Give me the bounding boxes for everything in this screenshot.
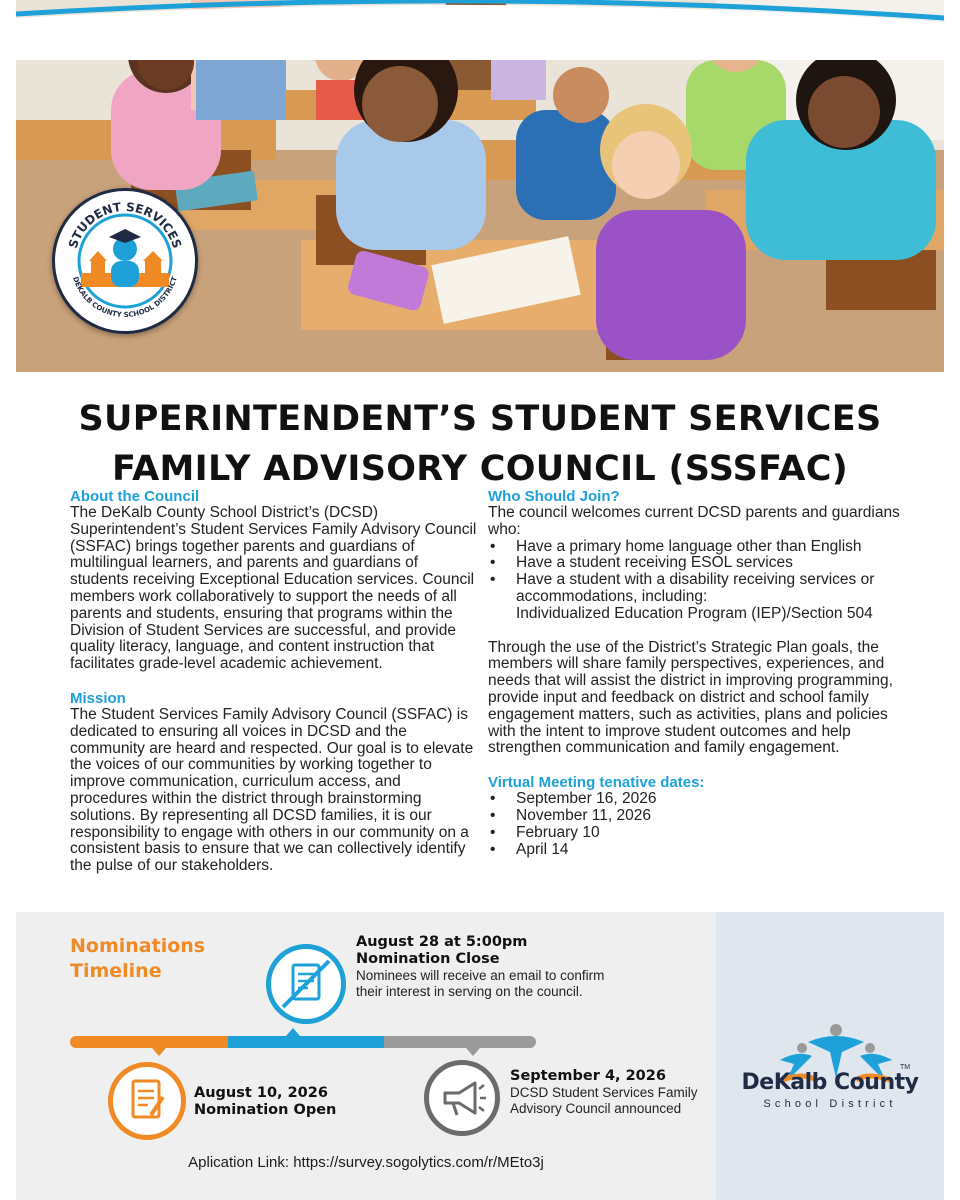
close-text: Nominees will receive an email to confirm their interest in serving on the council. [356, 968, 605, 999]
nomination-open-event [194, 1085, 414, 1119]
join-intro: The council welcomes current DCSD parents and guardians who: [488, 504, 900, 538]
photo-wave [16, 0, 944, 60]
nomination-open-icon [108, 1062, 186, 1140]
application-link-label: Aplication Link: [188, 1154, 290, 1171]
right-column [488, 488, 908, 858]
meeting-date: • February 10 [488, 825, 908, 842]
trademark-mark: TM [900, 1064, 911, 1071]
list-item: • Have a student with a disability receiving services or accommodations, including: [488, 572, 908, 606]
close-date: August 28 at 5:00pm [356, 934, 528, 950]
nominations-title-line-1: Nominations [70, 935, 206, 957]
badge-top-text: STUDENT SERVICES [65, 199, 185, 251]
title-line-1: SUPERINTENDENT’S STUDENT SERVICES [78, 399, 882, 439]
announce-text: DCSD Student Services Family Advisory Council announced [510, 1085, 698, 1116]
mission-body: The Student Services Family Advisory Council (SSFAC) is dedicated to ensuring all voices in DCSD and the community are heard and respected. Our goal is to elevate the voices of our communities by working together to improve communication, curriculum access, and procedures within the district through brainstorming solutions. By representing all DCSD families, it is our responsibility to engage with others in our community on a consistent basis to ensure that we can collectively identify the pulse of our stakeholders. [70, 705, 474, 875]
timeline-segment-open [70, 1036, 228, 1048]
nomination-close-event [356, 934, 606, 999]
application-link-row [16, 1154, 716, 1171]
district-subtitle: School District [763, 1098, 897, 1110]
student-services-logo-icon [55, 191, 195, 331]
list-item: • Have a student receiving ESOL services [488, 555, 908, 572]
join-body: Through the use of the District’s Strategic Plan goals, the members will share family perspectives, experiences, and needs that will assist the district in improving programming, provide input and feedback on district and school family engagement matters, such as activities, plans and policies with the intent to improve student outcomes and help strengthen communication and family engagement. [488, 638, 893, 757]
list-item: • Have a primary home language other than English [488, 539, 908, 556]
join-sub-item: Individualized Education Program (IEP)/Section 504 [516, 604, 873, 622]
page-title [16, 394, 944, 494]
district-name: DeKalb County [741, 1070, 919, 1095]
megaphone-icon [424, 1060, 500, 1136]
about-heading: About the Council [70, 488, 200, 505]
join-list [488, 539, 908, 606]
join-heading: Who Should Join? [488, 488, 620, 505]
meetings-heading: Virtual Meeting tenative dates: [488, 774, 705, 792]
nominations-title-line-2: Timeline [70, 960, 162, 982]
announcement-event [510, 1068, 710, 1116]
announce-date: September 4, 2026 [510, 1068, 666, 1084]
close-label: Nomination Close [356, 951, 500, 967]
open-label: Nomination Open [194, 1102, 337, 1118]
open-date: August 10, 2026 [194, 1085, 328, 1101]
meeting-dates-list [488, 791, 908, 858]
timeline-segment-close [228, 1036, 384, 1048]
badge-bottom-text: DEKALB COUNTY SCHOOL DISTRICT [71, 275, 179, 320]
meeting-date: • September 16, 2026 [488, 791, 908, 808]
meeting-date: • November 11, 2026 [488, 808, 908, 825]
meeting-date: • April 14 [488, 842, 908, 859]
timeline-segment-announce [384, 1036, 536, 1048]
nomination-close-icon [266, 944, 346, 1024]
application-link[interactable]: https://survey.sogolytics.com/r/MEto3j [293, 1154, 544, 1171]
timeline-tick-announce [466, 1048, 480, 1056]
title-line-2: FAMILY ADVISORY COUNCIL (SSSFAC) [111, 449, 849, 489]
mission-heading: Mission [70, 689, 126, 707]
left-column [70, 488, 480, 875]
flyer [16, 0, 944, 1200]
student-services-badge [52, 188, 198, 334]
nominations-title [70, 934, 205, 984]
timeline-bar [70, 1036, 536, 1048]
timeline-tick-open [152, 1048, 166, 1056]
about-body: The DeKalb County School District’s (DCSD) Superintendent’s Student Services Family Advisory Council (SSFAC) brings together parents and guardians of multilingual learners, and parents and guardians of students receiving Exceptional Education services. Council members work collaboratively to support the needs of all parents and students, ensuring that programs within the Division of Student Services are successful, and provide quality literacy, language, and content instruction that facilitates grade-level academic achievement. [70, 504, 477, 673]
timeline-tick-close [286, 1028, 300, 1036]
